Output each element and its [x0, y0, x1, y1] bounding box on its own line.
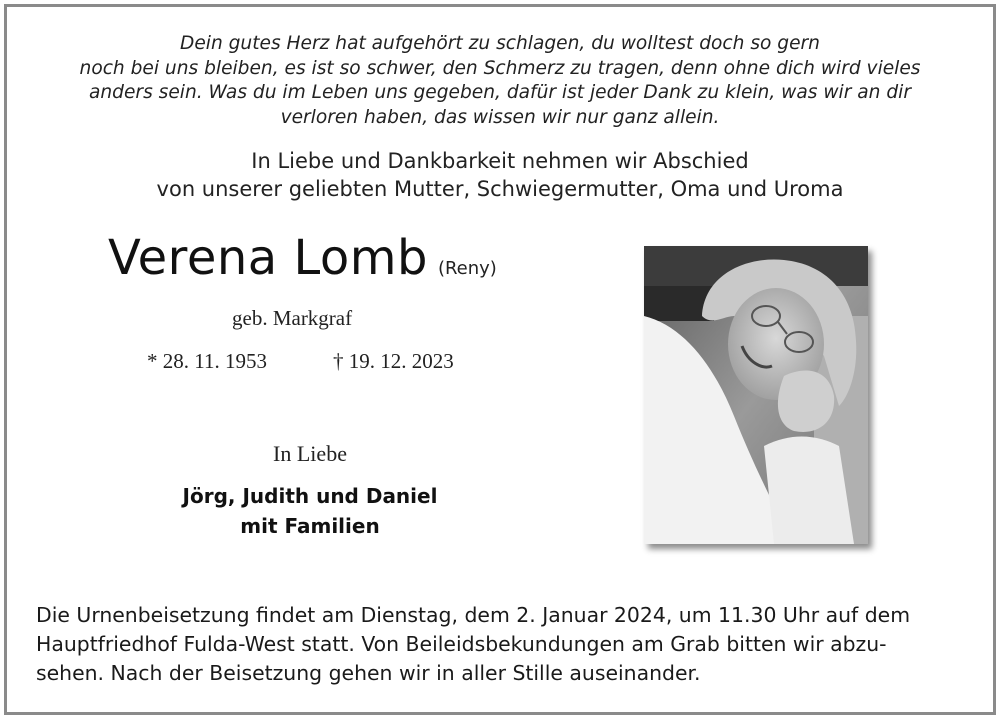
burial-notice — [36, 601, 971, 688]
notice-line: sehen. Nach der Beisetzung gehen wir in aller Stille auseinander. — [36, 661, 701, 685]
mourners-line: Jörg, Judith und Daniel — [182, 484, 438, 508]
mourners-intro: In Liebe — [273, 441, 347, 466]
poem-line: verloren haben, das wissen wir nur ganz allein. — [280, 106, 720, 128]
birth-date: * 28. 11. 1953 — [147, 349, 267, 373]
deceased-nickname: (Reny) — [437, 258, 497, 279]
portrait-photo — [644, 246, 868, 544]
deceased-name: Verena Lomb — [108, 230, 428, 286]
maiden-name: geb. Markgraf — [232, 306, 353, 330]
poem — [0, 32, 1000, 130]
mourners-names — [0, 481, 620, 541]
farewell-line: von unserer geliebten Mutter, Schwiegermutter, Oma und Uroma — [156, 177, 844, 201]
death-date: † 19. 12. 2023 — [333, 349, 454, 373]
mourners-line: mit Familien — [240, 514, 380, 538]
farewell-line: In Liebe und Dankbarkeit nehmen wir Abschied — [251, 149, 749, 173]
portrait-photo-image — [644, 246, 868, 544]
poem-line: Dein gutes Herz hat aufgehört zu schlagen, du wolltest doch so gern — [180, 33, 820, 54]
poem-line: noch bei uns bleiben, es ist so schwer, den Schmerz zu tragen, denn ohne dich wird vieles — [79, 57, 921, 79]
poem-line: anders sein. Was du im Leben uns gegeben, dafür ist jeder Dank zu klein, was wir an dir — [89, 82, 911, 103]
notice-line: Hauptfriedhof Fulda-West statt. Von Beileidsbekundungen am Grab bitten wir abzu- — [36, 632, 887, 656]
deceased-name-line — [108, 230, 497, 286]
notice-line: Die Urnenbeisetzung findet am Dienstag, dem 2. Januar 2024, um 11.30 Uhr auf dem — [36, 603, 911, 627]
farewell-text — [0, 147, 1000, 203]
